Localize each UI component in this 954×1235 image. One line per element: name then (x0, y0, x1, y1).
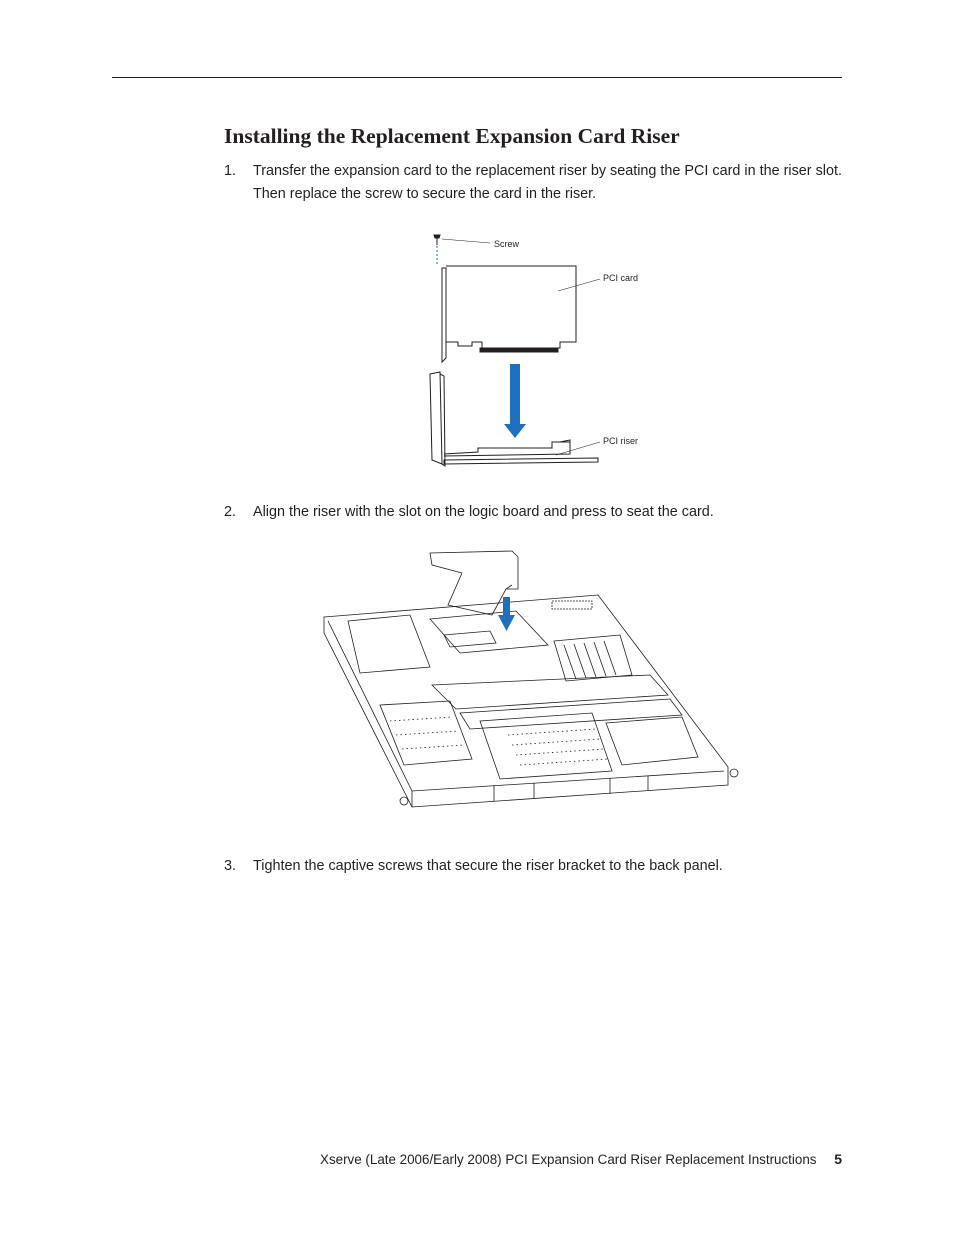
xserve-chassis-illustration (320, 545, 750, 817)
pci-card-riser-illustration (410, 228, 670, 473)
footer-title: Xserve (Late 2006/Early 2008) PCI Expansion Card Riser Replacement Instructions (320, 1152, 817, 1167)
step-number: 1. (224, 163, 237, 179)
step-1 (224, 160, 842, 206)
page-footer (320, 1151, 842, 1167)
callout-pci-card: PCI card (603, 273, 639, 283)
xserve-chassis-drawing (320, 545, 750, 817)
callout-pci-riser: PCI riser (603, 436, 639, 446)
step-text: Transfer the expansion card to the replacement riser by seating the PCI card in the riser slot. Then replace the screw to secure the card in the riser. (253, 163, 842, 202)
page-number: 5 (834, 1151, 842, 1167)
step-number: 3. (224, 858, 237, 874)
screw-icon (434, 235, 440, 264)
section-title: Installing the Replacement Expansion Card Riser (224, 124, 680, 148)
step-2 (224, 501, 842, 524)
step-text: Tighten the captive screws that secure the riser bracket to the back panel. (253, 858, 723, 874)
step-3 (224, 855, 842, 878)
step-number: 2. (224, 504, 237, 520)
header-rule (112, 77, 842, 78)
down-arrow-icon (504, 364, 526, 438)
callout-screw: Screw (494, 239, 520, 249)
step-text: Align the riser with the slot on the logic board and press to seat the card. (253, 504, 714, 520)
